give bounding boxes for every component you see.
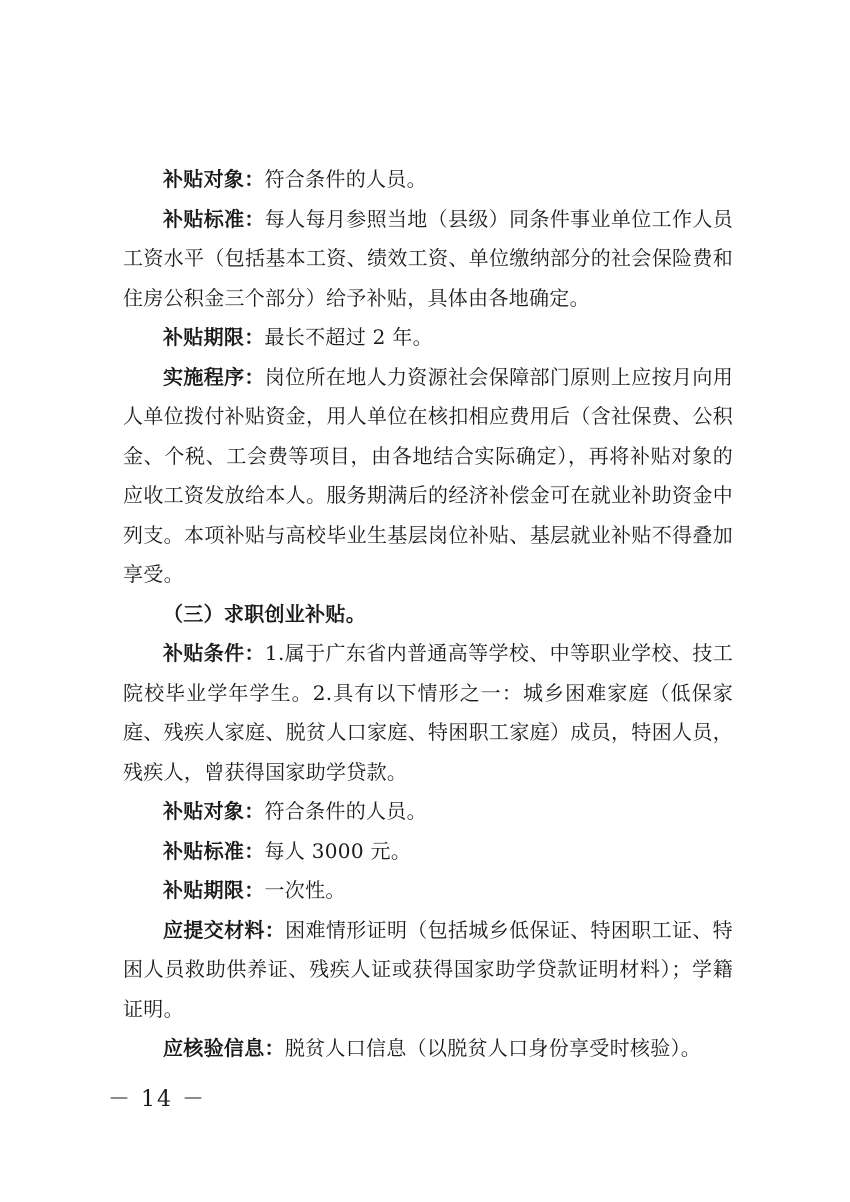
- paragraph-subsidy-period-1: [123, 318, 733, 358]
- paragraph-text: 脱贫人口信息（以脱贫人口身份享受时核验）。: [284, 1036, 702, 1060]
- paragraph-text: 符合条件的人员。: [264, 167, 427, 191]
- paragraph-subsidy-conditions: [123, 634, 733, 792]
- paragraph-subsidy-target-2: [123, 792, 733, 832]
- paragraph-text: 最长不超过 2 年。: [264, 325, 433, 349]
- paragraph-subsidy-standard-2: [123, 832, 733, 872]
- label: 补贴条件：: [163, 641, 265, 665]
- label: 补贴期限：: [163, 878, 265, 902]
- label: 补贴对象：: [163, 799, 265, 823]
- paragraph-text: 1.属于广东省内普通高等学校、中等职业学校、技工院校毕业学年学生。2.具有以下情形之一：城乡困难家庭（低保家庭、残疾人家庭、脱贫人口家庭、特困职工家庭）成员，特困人员，残疾人，曾获得国家助学贷款。: [123, 641, 733, 784]
- label: 应提交材料：: [163, 917, 286, 942]
- label: 补贴对象：: [163, 167, 265, 191]
- paragraph-subsidy-period-2: [123, 871, 733, 911]
- paragraph-verification-info: [123, 1029, 733, 1069]
- paragraph-text: 每人 3000 元。: [264, 838, 412, 863]
- label: 补贴标准：: [163, 206, 265, 231]
- label: 补贴期限：: [163, 325, 265, 349]
- paragraph-implementation-procedure: [123, 358, 733, 595]
- section-heading: （三）求职创业补贴。: [163, 601, 366, 626]
- label: 应核验信息：: [163, 1036, 285, 1060]
- page-number: － 14 －: [108, 1087, 206, 1112]
- label: 实施程序：: [163, 364, 265, 389]
- paragraph-text: 困难情形证明（包括城乡低保证、特困职工证、特困人员救助供养证、残疾人证或获得国家助学贷款证明材料）；学籍证明。: [123, 917, 733, 1021]
- paragraph-text: 符合条件的人员。: [264, 799, 427, 823]
- document-body: [123, 160, 733, 1069]
- paragraph-required-materials: [123, 911, 733, 1030]
- label: 补贴标准：: [163, 838, 265, 863]
- paragraph-text: 一次性。: [264, 878, 346, 902]
- paragraph-text: 岗位所在地人力资源社会保障部门原则上应按月向用人单位拨付补贴资金，用人单位在核扣相应费用后（含社保费、公积金、个税、工会费等项目，由各地结合实际确定），再将补贴对象的应收工资发放给本人。服务期满后的经济补偿金可在就业补助资金中列支。本项补贴与高校毕业生基层岗位补贴、基层就业补贴不得叠加享受。: [123, 364, 733, 586]
- paragraph-subsidy-target-1: [123, 160, 733, 200]
- paragraph-subsidy-standard-1: [123, 200, 733, 319]
- paragraph-text: 每人每月参照当地（县级）同条件事业单位工作人员工资水平（包括基本工资、绩效工资、单位缴纳部分的社会保险费和住房公积金三个部分）给予补贴，具体由各地确定。: [123, 206, 733, 310]
